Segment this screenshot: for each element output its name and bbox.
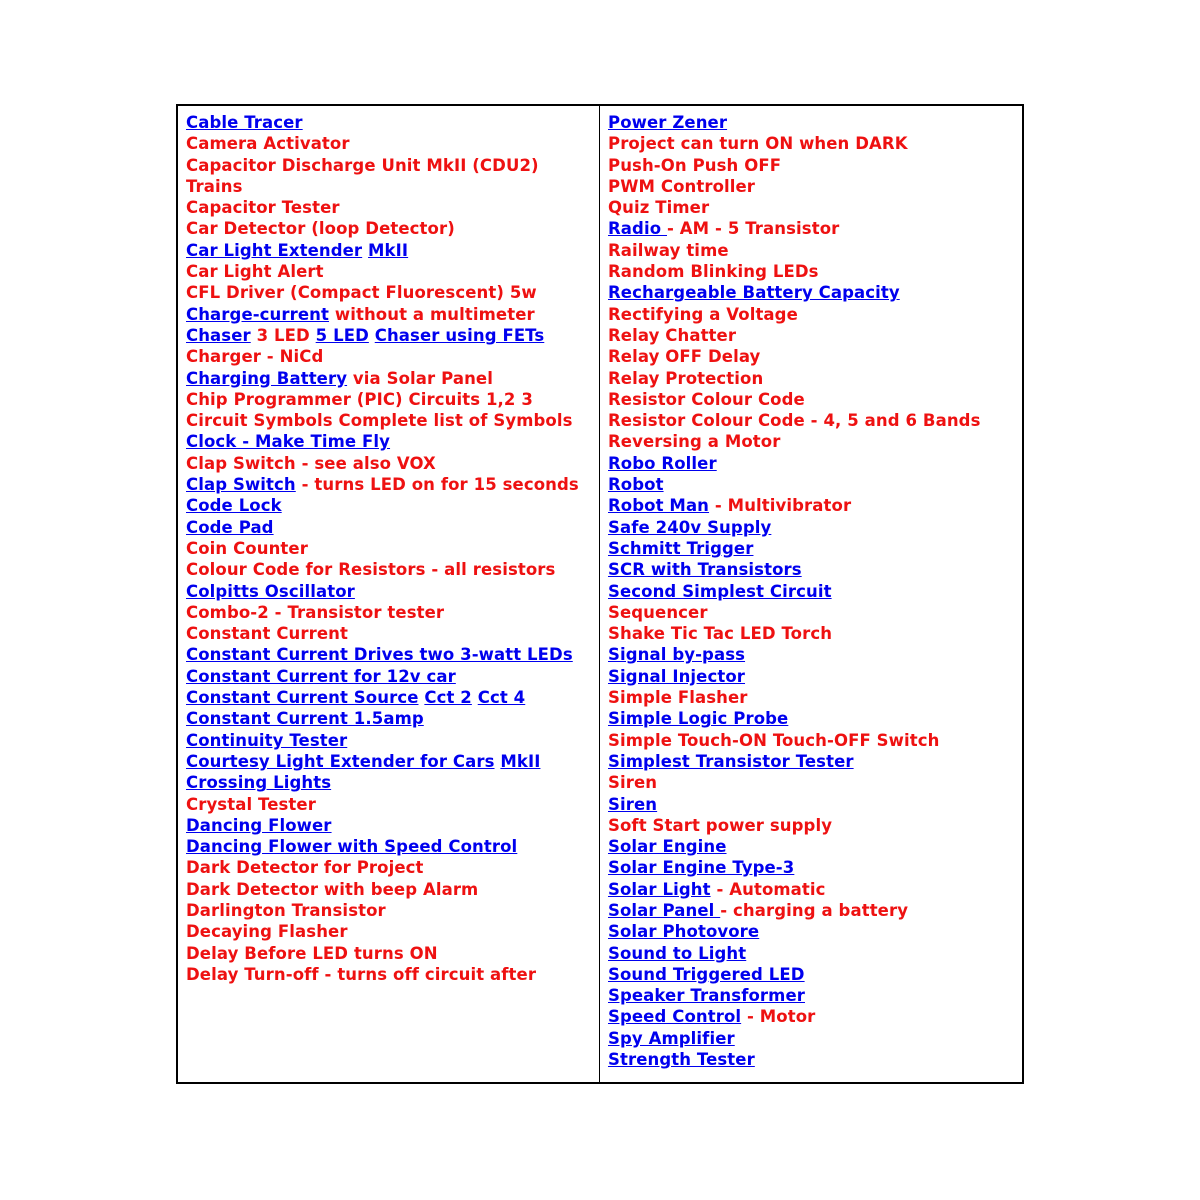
- index-entry-link[interactable]: Robot Man: [608, 496, 710, 516]
- index-entry: [608, 453, 1018, 474]
- index-entry: [186, 836, 595, 857]
- index-entry: [608, 687, 1018, 708]
- index-entry-link[interactable]: Robo Roller: [608, 453, 717, 473]
- index-entry: [608, 325, 1018, 346]
- index-entry: [608, 602, 1018, 623]
- index-entry: [186, 197, 595, 218]
- index-entry: [608, 644, 1018, 665]
- index-entry-link[interactable]: Code Pad: [186, 517, 274, 537]
- index-entry-link[interactable]: Constant Current for 12v car: [186, 666, 456, 686]
- index-entry: [186, 708, 595, 729]
- index-entry: [608, 517, 1018, 538]
- index-entry-link[interactable]: Constant Current 1.5amp: [186, 709, 424, 729]
- index-entry-link[interactable]: Car Light Extender: [186, 240, 363, 260]
- index-entry-text: Darlington Transistor: [186, 900, 386, 920]
- index-entry: [186, 772, 595, 793]
- index-entry-text: Quiz Timer: [608, 198, 710, 218]
- index-entry-text: Siren: [608, 773, 658, 793]
- index-entry: [608, 197, 1018, 218]
- index-entry: [186, 921, 595, 942]
- index-entry-link[interactable]: Code Lock: [186, 496, 282, 516]
- index-entry-text: Dark Detector for Project: [186, 858, 424, 878]
- index-entry: [186, 410, 595, 431]
- index-entry-text: Colour Code for Resistors - all resistors: [186, 560, 556, 580]
- index-entry-text: Reversing a Motor: [608, 432, 781, 452]
- index-entry: [608, 559, 1018, 580]
- index-entry-text: Rectifying a Voltage: [608, 304, 798, 324]
- index-entry: [186, 517, 595, 538]
- index-entry-link[interactable]: Power Zener: [608, 113, 728, 132]
- index-entry: [608, 261, 1018, 282]
- index-entry-text: - Motor: [741, 1007, 816, 1027]
- index-entry-text: - turns LED on for 15 seconds: [295, 475, 579, 495]
- index-entry-link[interactable]: Constant Current Source: [186, 688, 419, 708]
- index-entry: [608, 410, 1018, 431]
- index-entry: [608, 943, 1018, 964]
- index-entry: [186, 900, 595, 921]
- index-entry-link[interactable]: Cct 4: [477, 688, 526, 708]
- index-column-right: [600, 106, 1022, 1082]
- index-entry-text: Decaying Flasher: [186, 922, 348, 942]
- index-entry-text: - charging a battery: [720, 900, 909, 920]
- index-entry: [186, 815, 595, 836]
- index-entry-text: without a multimeter: [329, 304, 535, 324]
- index-entry: [608, 857, 1018, 878]
- index-entry: [608, 1028, 1018, 1049]
- index-entry-text: Sequencer: [608, 602, 708, 622]
- index-entry-text: - Multivibrator: [709, 496, 852, 516]
- index-entry: [186, 453, 595, 474]
- index-entry-text: Simple Flasher: [608, 688, 748, 708]
- index-entry-text: Soft Start power supply: [608, 815, 833, 835]
- index-entry-link[interactable]: Speaker Transformer: [608, 986, 805, 1006]
- index-entry-link[interactable]: Chaser: [186, 325, 251, 345]
- index-entry: [186, 261, 595, 282]
- index-entry: [186, 857, 595, 878]
- index-entry: [608, 133, 1018, 154]
- index-entry-link[interactable]: Speed Control: [608, 1007, 742, 1027]
- index-entry-text: Combo-2 - Transistor tester: [186, 602, 445, 622]
- index-entry: [608, 794, 1018, 815]
- index-entry-link[interactable]: Second Simplest Circuit: [608, 581, 832, 601]
- index-entry-link[interactable]: MkII: [500, 751, 541, 771]
- index-entry: [608, 218, 1018, 239]
- index-entry-text: Resistor Colour Code - 4, 5 and 6 Bands: [608, 411, 981, 431]
- index-entry: [186, 431, 595, 452]
- index-entry: [186, 794, 595, 815]
- index-entry: [608, 623, 1018, 644]
- index-entry-text: Railway time: [608, 240, 729, 260]
- index-entry-text: Clap Switch - see also VOX: [186, 453, 436, 473]
- index-entry-text: Relay OFF Delay: [608, 347, 761, 367]
- index-entry: [608, 879, 1018, 900]
- index-entry-link[interactable]: Solar Photovore: [608, 922, 760, 942]
- index-entry: [186, 666, 595, 687]
- index-entry-text: - Automatic: [710, 879, 826, 899]
- index-entry-link[interactable]: 5 LED: [315, 325, 369, 345]
- index-entry: [608, 730, 1018, 751]
- index-entry: [186, 602, 595, 623]
- index-entry: [608, 112, 1018, 133]
- index-entry-link[interactable]: Simplest Transistor Tester: [608, 751, 854, 771]
- index-entry: [608, 176, 1018, 197]
- index-entry: [608, 666, 1018, 687]
- index-entry: [608, 900, 1018, 921]
- index-entry-link[interactable]: Safe 240v Supply: [608, 517, 772, 537]
- index-entry-link[interactable]: Charge-current: [186, 304, 330, 324]
- index-entry: [608, 985, 1018, 1006]
- index-entry-text: - AM - 5 Transistor: [667, 219, 840, 239]
- index-entry: [608, 708, 1018, 729]
- index-entry-link[interactable]: Signal by-pass: [608, 645, 746, 665]
- index-entry-link[interactable]: Clap Switch: [186, 475, 296, 495]
- index-entry: [186, 730, 595, 751]
- index-entry-text: 3 LED: [250, 325, 316, 345]
- index-entry-text: Delay Before LED turns ON: [186, 943, 438, 963]
- index-entry-link[interactable]: Solar Engine Type-3: [608, 858, 795, 878]
- index-entry: [608, 772, 1018, 793]
- index-entry: [186, 112, 595, 133]
- index-entry: [186, 559, 595, 580]
- index-entry: [608, 240, 1018, 261]
- index-entry-link[interactable]: Solar Panel: [608, 900, 721, 920]
- index-entry-link[interactable]: Cct 2: [424, 688, 472, 708]
- index-entry: [608, 921, 1018, 942]
- index-entry: [608, 815, 1018, 836]
- index-entry-link[interactable]: Rechargeable Battery Capacity: [608, 283, 900, 303]
- index-entry: [608, 282, 1018, 303]
- index-entry: [608, 346, 1018, 367]
- index-entry: [186, 133, 595, 154]
- index-entry: [186, 346, 595, 367]
- index-entry-text: Relay Protection: [608, 368, 764, 388]
- index-entry: [186, 389, 595, 410]
- index-entry-link[interactable]: Chaser using FETs: [374, 325, 545, 345]
- index-entry: [186, 240, 595, 261]
- index-entry: [608, 474, 1018, 495]
- index-entry-link[interactable]: Sound to Light: [608, 943, 747, 963]
- index-entry-text: Camera Activator: [186, 134, 350, 154]
- index-entry-link[interactable]: MkII: [368, 240, 409, 260]
- index-entry-link[interactable]: Constant Current Drives two 3-watt LEDs: [186, 645, 573, 665]
- index-entry: [608, 1006, 1018, 1027]
- index-entry: [186, 581, 595, 602]
- index-entry: [186, 304, 595, 325]
- index-entry-link[interactable]: Dancing Flower with Speed Control: [186, 837, 518, 857]
- index-entry: [186, 623, 595, 644]
- index-entry: [608, 751, 1018, 772]
- index-entry-text: Push-On Push OFF: [608, 155, 782, 175]
- index-entry-link[interactable]: Sound Triggered LED: [608, 964, 805, 984]
- index-entry: [186, 495, 595, 516]
- index-entry-link[interactable]: Robot: [608, 475, 664, 495]
- index-entry-text: Constant Current: [186, 624, 348, 644]
- index-entry-text: Capacitor Discharge Unit MkII (CDU2) Trains: [186, 155, 539, 196]
- index-entry: [608, 538, 1018, 559]
- index-entry-link[interactable]: Schmitt Trigger: [608, 538, 754, 558]
- index-entry-text: via Solar Panel: [347, 368, 493, 388]
- index-entry: [608, 304, 1018, 325]
- index-entry-text: Coin Counter: [186, 538, 308, 558]
- index-entry-text: Relay Chatter: [608, 325, 737, 345]
- index-entry-text: Charger - NiCd: [186, 347, 324, 367]
- index-entry-text: PWM Controller: [608, 176, 756, 196]
- index-entry-text: Dark Detector with beep Alarm: [186, 879, 479, 899]
- index-entry: [186, 282, 595, 303]
- index-table: [176, 104, 1024, 1084]
- index-entry-text: CFL Driver (Compact Fluorescent) 5w: [186, 283, 537, 303]
- index-entry: [186, 644, 595, 665]
- index-entry-text: Crystal Tester: [186, 794, 316, 814]
- index-entry-text: Capacitor Tester: [186, 198, 340, 218]
- index-entry-link[interactable]: Strength Tester: [608, 1050, 755, 1070]
- index-entry: [186, 943, 595, 964]
- index-entry-text: Random Blinking LEDs: [608, 262, 819, 282]
- index-entry: [186, 879, 595, 900]
- index-entry-link[interactable]: Siren: [608, 794, 658, 814]
- index-entry-link[interactable]: SCR with Transistors: [608, 560, 802, 580]
- index-entry-link[interactable]: Simple Logic Probe: [608, 709, 789, 729]
- index-entry-link[interactable]: Radio: [608, 219, 667, 239]
- index-entry: [186, 155, 595, 198]
- index-entry: [608, 836, 1018, 857]
- index-entry: [608, 581, 1018, 602]
- index-entry: [608, 1049, 1018, 1070]
- index-entry-text: Car Light Alert: [186, 262, 324, 282]
- index-entry-text: Simple Touch-ON Touch-OFF Switch: [608, 730, 940, 750]
- index-entry-text: Shake Tic Tac LED Torch: [608, 624, 833, 644]
- index-entry-link[interactable]: Colpitts Oscillator: [186, 581, 355, 601]
- index-entry: [608, 495, 1018, 516]
- index-entry-link[interactable]: Clock - Make Time Fly: [186, 432, 391, 452]
- index-entry: [186, 538, 595, 559]
- index-entry-link[interactable]: Solar Light: [608, 879, 711, 899]
- index-entry-text: Chip Programmer (PIC) Circuits 1,2 3: [186, 389, 533, 409]
- index-entry: [608, 431, 1018, 452]
- index-entry: [186, 687, 595, 708]
- index-entry-link[interactable]: Signal Injector: [608, 666, 746, 686]
- index-column-left: [178, 106, 600, 1082]
- index-entry: [186, 964, 595, 985]
- index-entry: [608, 368, 1018, 389]
- index-entry-text: Circuit Symbols Complete list of Symbols: [186, 411, 573, 431]
- index-entry-text: Delay Turn-off - turns off circuit after: [186, 964, 537, 984]
- index-entry-link[interactable]: Crossing Lights: [186, 773, 332, 793]
- index-entry: [186, 368, 595, 389]
- index-entry-link[interactable]: Spy Amplifier: [608, 1028, 735, 1048]
- index-entry-link[interactable]: Solar Engine: [608, 837, 727, 857]
- index-entry: [186, 474, 595, 495]
- index-entry-text: Resistor Colour Code: [608, 389, 805, 409]
- index-entry-text: Car Detector (loop Detector): [186, 219, 455, 239]
- index-entry: [608, 389, 1018, 410]
- index-entry: [186, 218, 595, 239]
- index-entry: [186, 751, 595, 772]
- index-entry-text: Project can turn ON when DARK: [608, 134, 908, 154]
- index-entry-link[interactable]: Dancing Flower: [186, 815, 332, 835]
- index-entry-link[interactable]: Continuity Tester: [186, 730, 348, 750]
- index-entry-link[interactable]: Charging Battery: [186, 368, 348, 388]
- index-entry-link[interactable]: Cable Tracer: [186, 113, 303, 132]
- index-entry: [608, 155, 1018, 176]
- index-entry: [186, 325, 595, 346]
- index-entry: [608, 964, 1018, 985]
- index-entry-link[interactable]: Courtesy Light Extender for Cars: [186, 751, 495, 771]
